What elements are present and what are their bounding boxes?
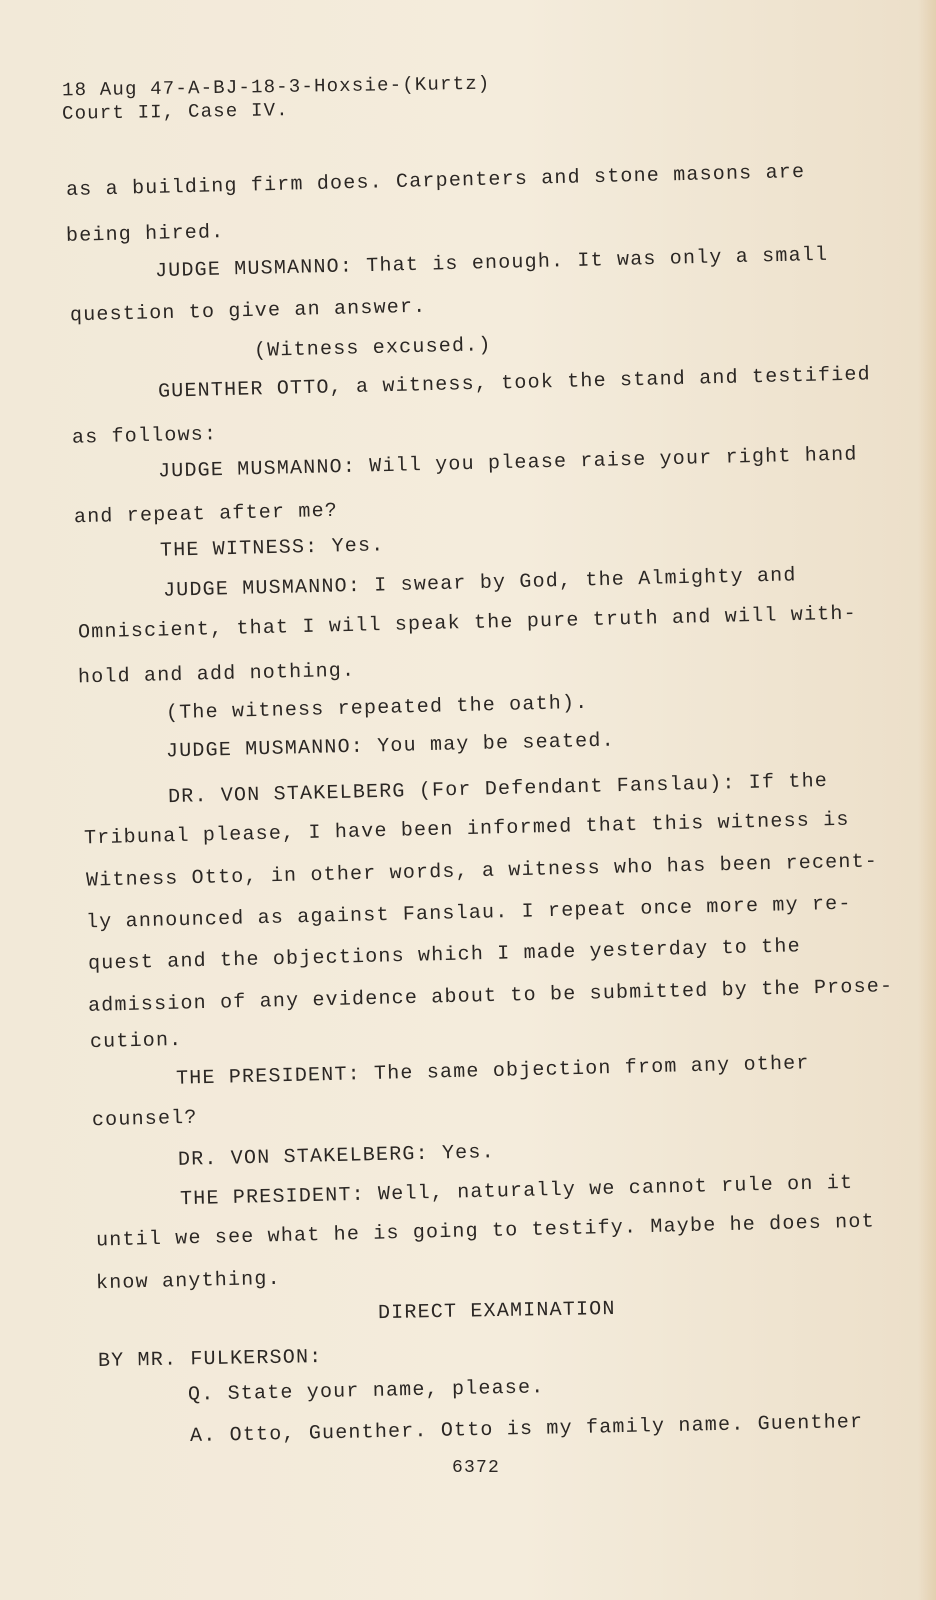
text-line: admission of any evidence about to be submitted by the Prose- [87, 975, 894, 1018]
section-heading: DIRECT EXAMINATION [377, 1297, 616, 1326]
text-line: THE PRESIDENT: Well, naturally we cannot rule on it [179, 1171, 854, 1212]
header-line-1: 18 Aug 47-A-BJ-18-3-Hoxsie-(Kurtz) [61, 72, 491, 102]
text-line: JUDGE MUSMANNO: You may be seated. [165, 729, 616, 764]
text-line: Omniscient, that I will speak the pure truth and will with- [77, 602, 858, 645]
text-line: as a building firm does. Carpenters and stone masons are [65, 160, 806, 203]
text-line: as follows: [71, 423, 218, 450]
text-line: GUENTHER OTTO, a witness, took the stand and testified [157, 363, 872, 404]
text-line: ly announced as against Fanslau. I repeat once more my re- [85, 892, 852, 935]
text-line: JUDGE MUSMANNO: Will you please raise your right hand [157, 443, 858, 484]
page-edge-shadow [918, 0, 936, 1600]
question-line: Q. State your name, please. [187, 1376, 545, 1407]
text-line: until we see what he is going to testify. Maybe he does not [95, 1210, 876, 1253]
page-number: 6372 [452, 1458, 501, 1478]
text-line: Tribunal please, I have been informed that this witness is [83, 808, 850, 851]
text-line: DR. VON STAKELBERG (For Defendant Fanslau): If the [167, 769, 829, 810]
header-line-2: Court II, Case IV. [61, 99, 290, 125]
text-line: JUDGE MUSMANNO: That is enough. It was only a small [154, 243, 829, 284]
text-line: hold and add nothing. [77, 659, 356, 690]
text-line: cution. [89, 1028, 183, 1055]
text-line: and repeat after me? [73, 499, 339, 530]
text-line: being hired. [65, 221, 225, 248]
text-line: (The witness repeated the oath). [165, 691, 589, 726]
text-line: THE PRESIDENT: The same objection from any other [175, 1052, 810, 1091]
text-line: DR. VON STAKELBERG: Yes. [177, 1141, 496, 1172]
text-line: counsel? [91, 1106, 198, 1133]
text-line: THE WITNESS: Yes. [159, 534, 385, 563]
text-line: quest and the objections which I made yesterday to the [87, 935, 802, 976]
text-line: JUDGE MUSMANNO: I swear by God, the Almighty and [162, 564, 797, 603]
text-line: question to give an answer. [69, 295, 427, 328]
text-line: Witness Otto, in other words, a witness who has been recent- [85, 850, 879, 893]
answer-line: A. Otto, Guenther. Otto is my family name. Guenther [189, 1410, 864, 1449]
text-line: (Witness excused.) [253, 334, 492, 363]
text-line: BY MR. FULKERSON: [97, 1346, 323, 1373]
text-line: know anything. [95, 1267, 282, 1296]
